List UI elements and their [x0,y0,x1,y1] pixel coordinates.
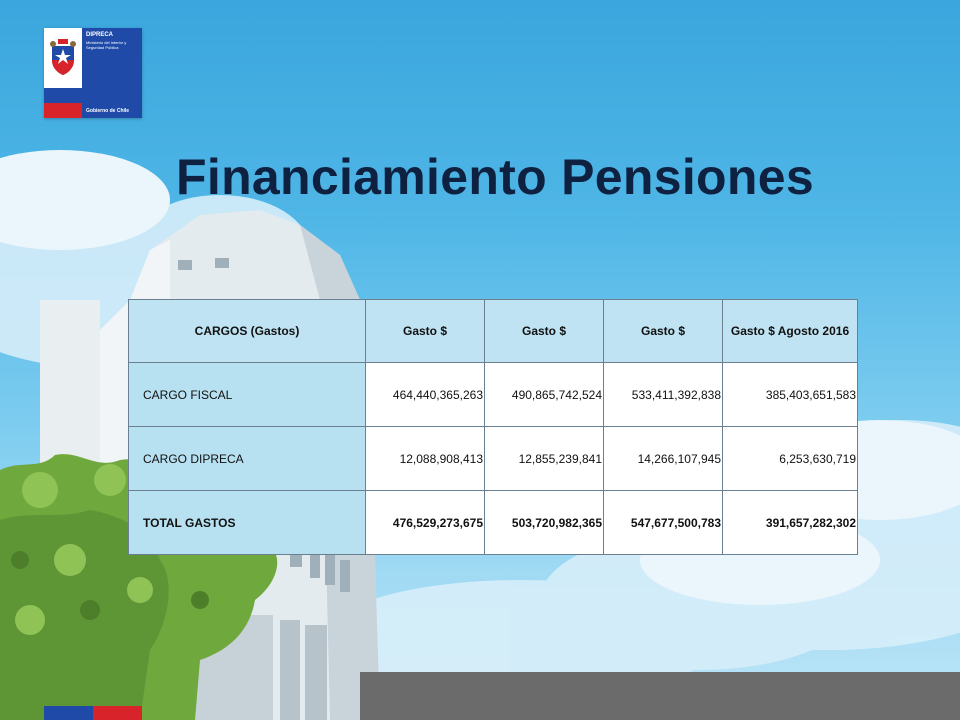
cell-value: 12,855,239,841 [485,427,604,491]
cell-value: 503,720,982,365 [485,491,604,555]
logo-name: DIPRECA [86,32,114,38]
cell-value: 12,088,908,413 [366,427,485,491]
logo-text-panel [82,28,142,118]
table-row-total [129,491,858,555]
flag-corner-bottom [44,706,142,720]
logo-flag-panel [44,28,82,118]
cell-value: 464,440,365,263 [366,363,485,427]
flag-blue-stripe [44,88,82,103]
cell-value: 14,266,107,945 [604,427,723,491]
table-row [129,363,858,427]
flag-red-stripe [44,103,82,118]
row-label: CARGO DIPRECA [129,427,366,491]
pension-financing-table [128,299,858,555]
header-gasto-3: Gasto $ [604,300,723,363]
table-row [129,427,858,491]
flag-blue-block [44,706,93,720]
cell-value: 391,657,282,302 [723,491,858,555]
header-cargos: CARGOS (Gastos) [129,300,366,363]
cell-value: 385,403,651,583 [723,363,858,427]
flag-red-block [93,706,142,720]
header-gasto-2: Gasto $ [485,300,604,363]
logo-government: Gobierno de Chile [86,108,130,114]
row-label: CARGO FISCAL [129,363,366,427]
page-title: Financiamiento Pensiones [176,149,814,205]
dipreca-logo [44,28,142,118]
table-header-row [129,300,858,363]
cell-value: 533,411,392,838 [604,363,723,427]
header-gasto-1: Gasto $ [366,300,485,363]
row-label: TOTAL GASTOS [129,491,366,555]
coat-of-arms-icon [44,28,82,88]
street [360,672,960,720]
cell-value: 490,865,742,524 [485,363,604,427]
cell-value: 476,529,273,675 [366,491,485,555]
cell-value: 547,677,500,783 [604,491,723,555]
logo-ministry: Ministerio del Interior y Seguridad Pública [86,40,127,50]
cell-value: 6,253,630,719 [723,427,858,491]
header-gasto-agosto-2016: Gasto $ Agosto 2016 [723,300,858,363]
